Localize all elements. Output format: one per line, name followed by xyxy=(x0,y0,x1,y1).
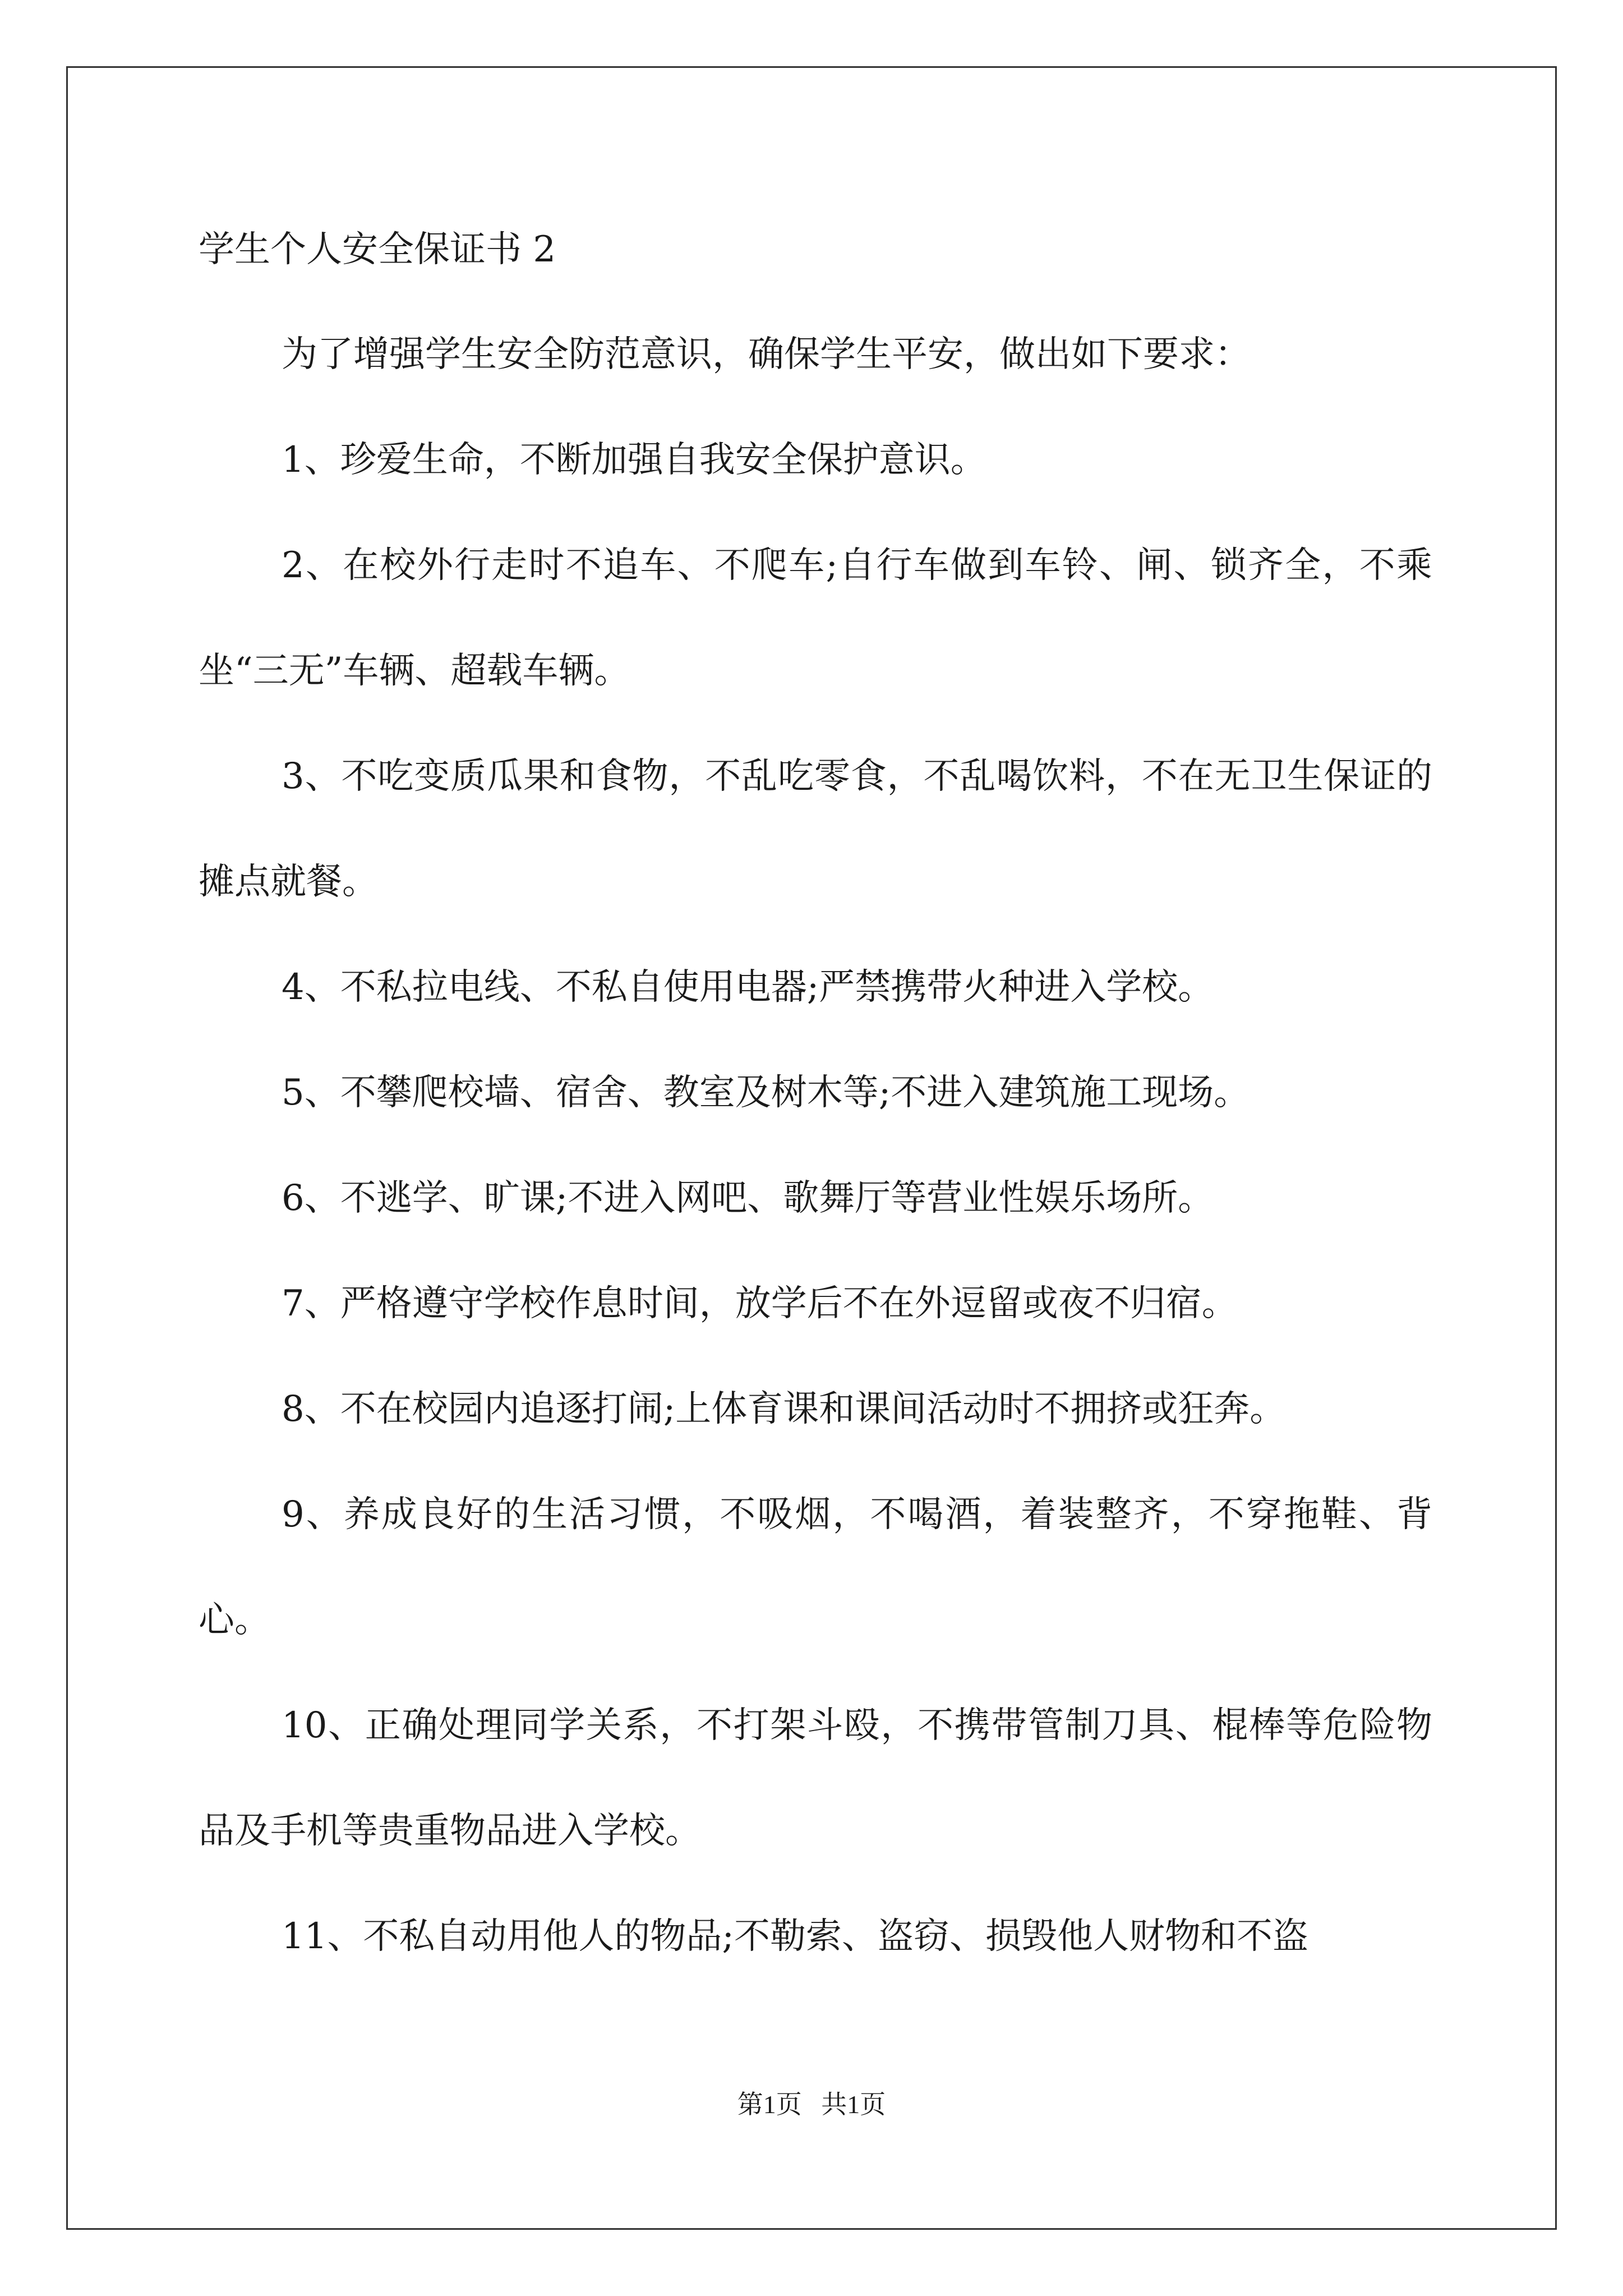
paragraph-item-8: 8、不在校园内追逐打闹;上体育课和课间活动时不拥挤或狂奔。 xyxy=(282,1388,1286,1430)
paragraph-item-3: 3、不吃变质瓜果和食物，不乱吃零食，不乱喝饮料，不在无卫生保证的摊点就餐。 xyxy=(199,756,1432,903)
paragraph-intro: 为了增强学生安全防范意识，确保学生平安，做出如下要求： xyxy=(282,334,1251,375)
paragraph-item-2: 2、在校外行走时不追车、不爬车;自行车做到车铃、闸、锁齐全，不乘坐“三无”车辆、超载车辆。 xyxy=(199,545,1432,692)
paragraph-item-5: 5、不攀爬校墙、宿舍、教室及树木等;不进入建筑施工现场。 xyxy=(282,1072,1250,1114)
paragraph-item-11: 11、不私自动用他人的物品;不勒索、盗窃、损毁他人财物和不盗 xyxy=(282,1916,1308,1957)
paragraph-item-6: 6、不逃学、旷课;不进入网吧、歌舞厅等营业性娱乐场所。 xyxy=(282,1177,1214,1219)
paragraph-item-4: 4、不私拉电线、不私自使用电器;严禁携带火种进入学校。 xyxy=(282,967,1214,1008)
page-footer: 第1页 共1页 xyxy=(737,2090,886,2119)
document-title: 学生个人安全保证书 2 xyxy=(199,229,556,270)
paragraph-item-7: 7、严格遵守学校作息时间，放学后不在外逗留或夜不归宿。 xyxy=(282,1283,1238,1324)
paragraph-item-9: 9、养成良好的生活习惯，不吸烟，不喝酒，着装整齐，不穿拖鞋、背心。 xyxy=(199,1494,1432,1641)
paragraph-item-10: 10、正确处理同学关系，不打架斗殴，不携带管制刀具、棍棒等危险物品及手机等贵重物品进入学校。 xyxy=(199,1705,1432,1852)
document-body xyxy=(199,219,1432,1989)
paragraph-item-1: 1、珍爱生命，不断加强自我安全保护意识。 xyxy=(282,439,986,481)
